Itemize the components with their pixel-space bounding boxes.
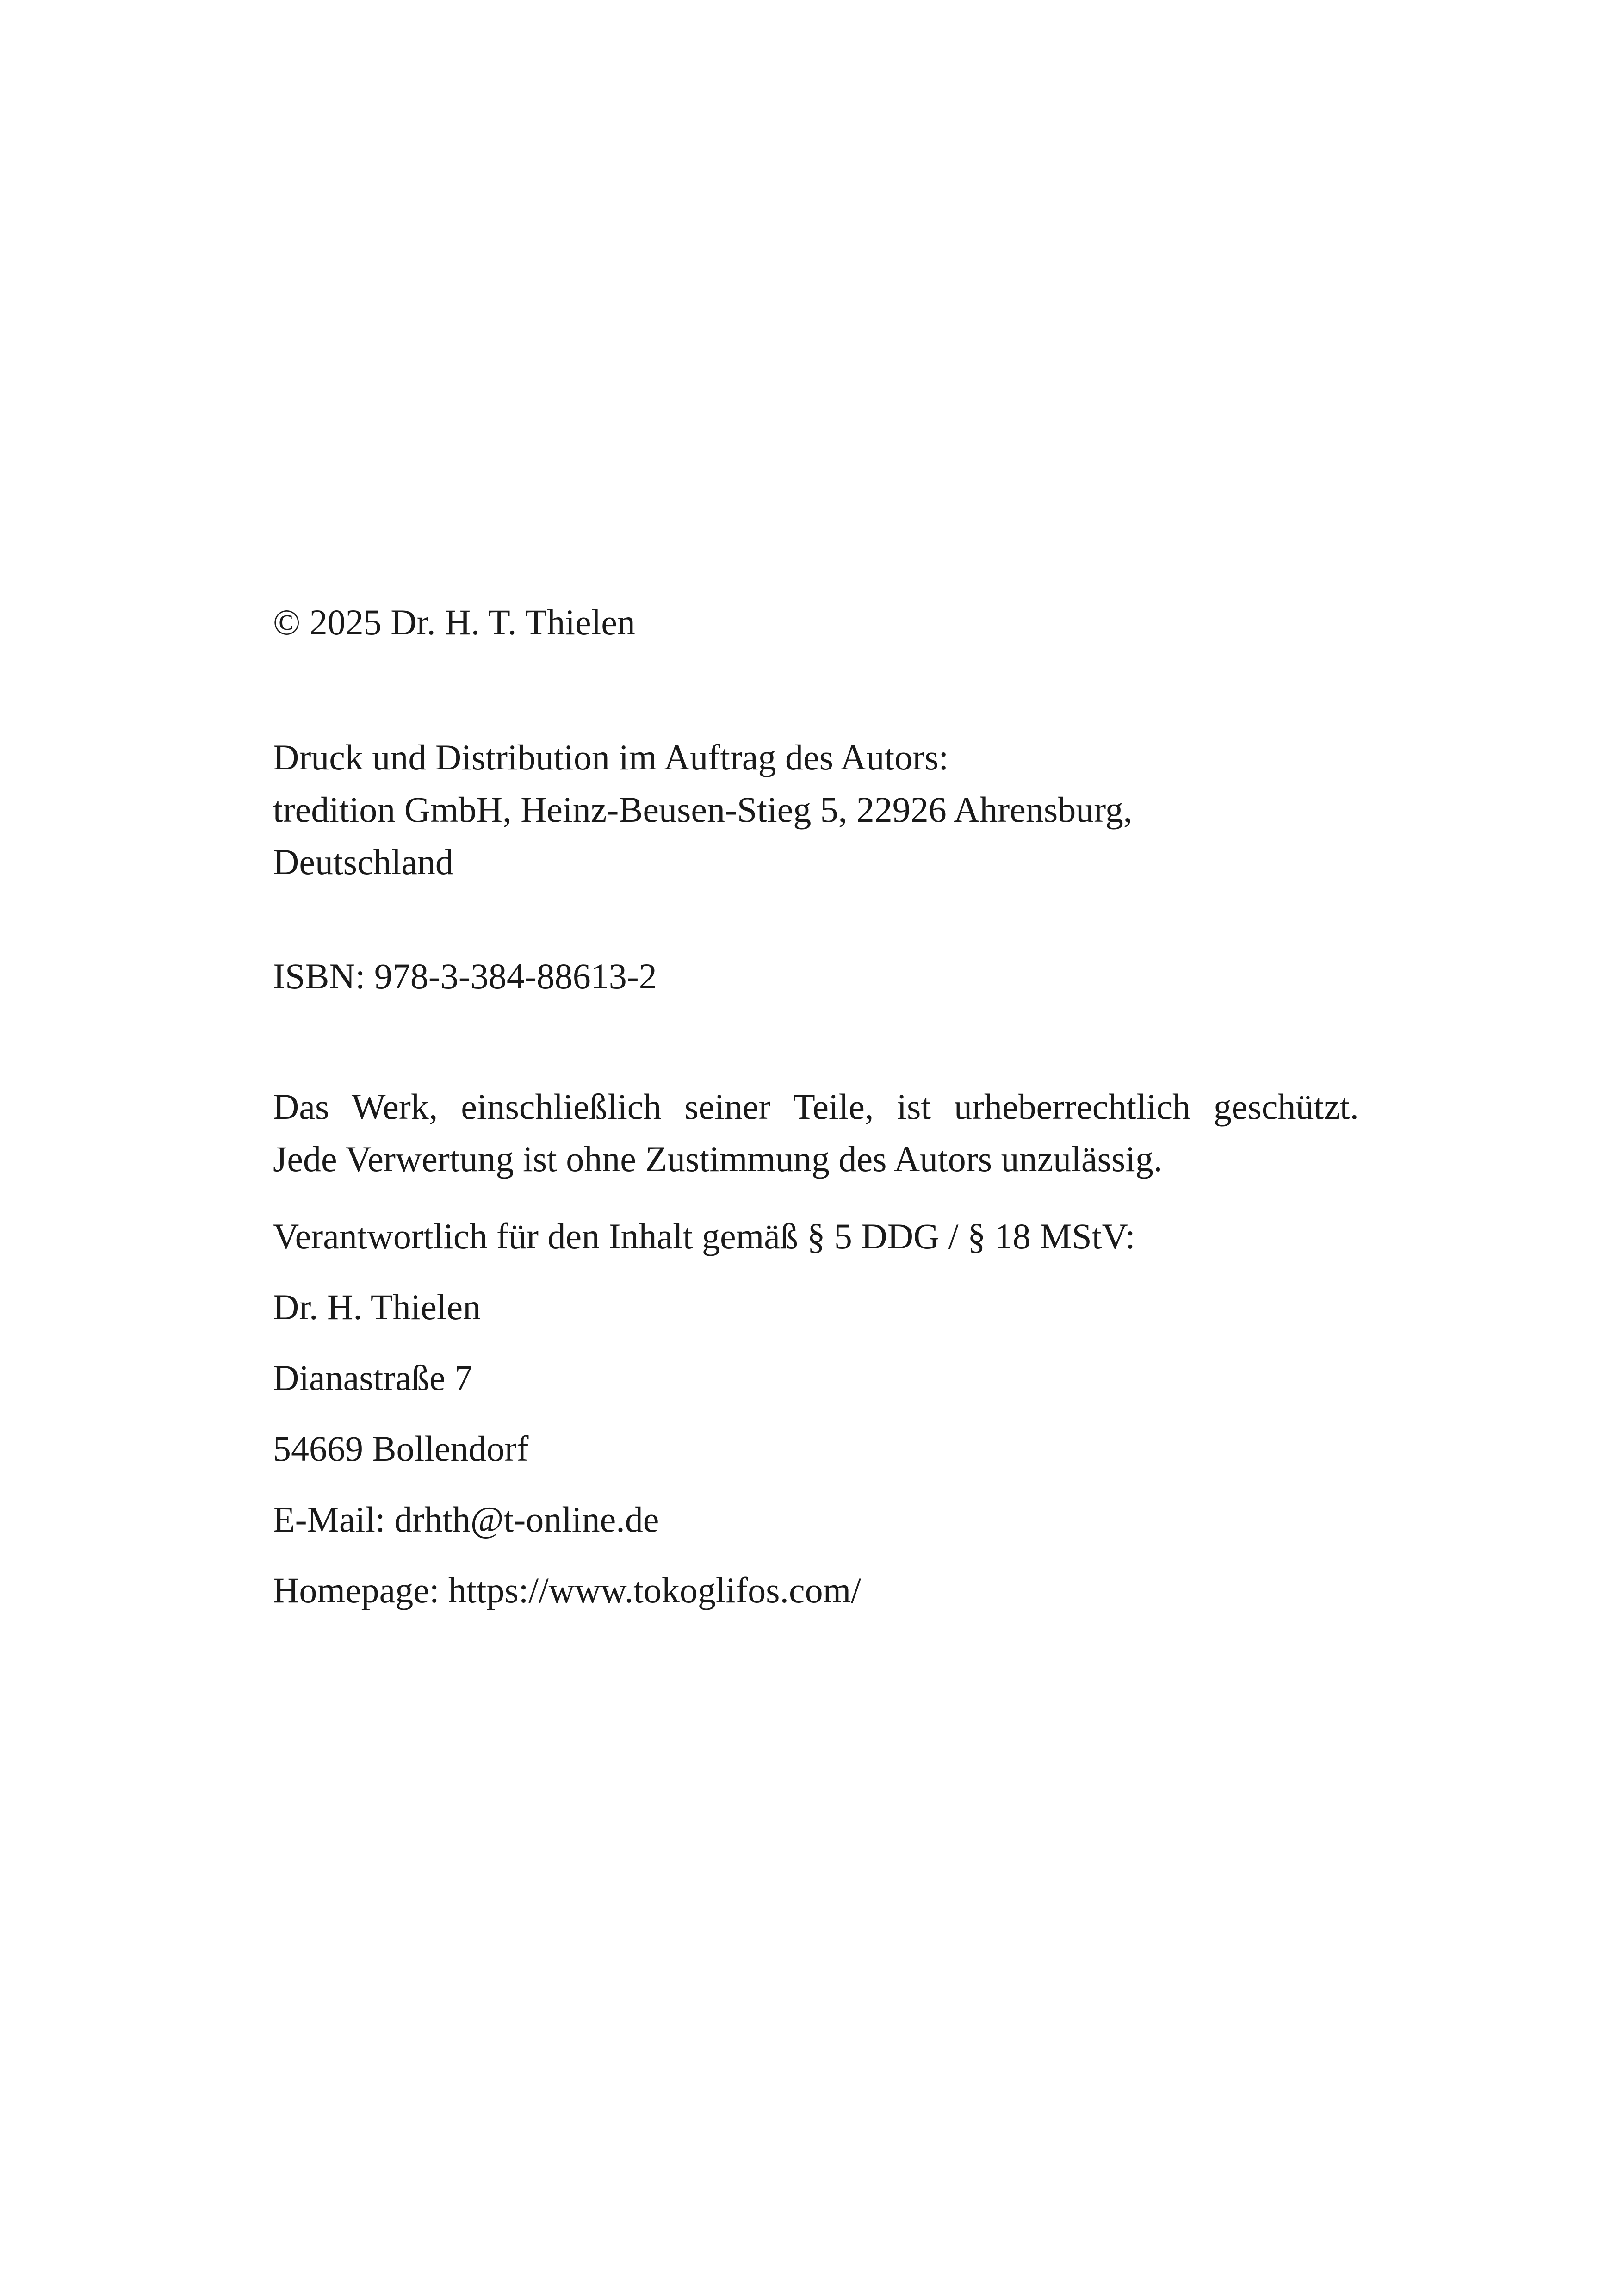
contact-email: E-Mail: drhth@t-online.de <box>273 1499 659 1540</box>
contact-block <box>273 1210 1359 1635</box>
copyright-notice <box>273 596 1359 648</box>
printer-block <box>273 731 1359 888</box>
isbn-line: ISBN: 978-3-384-88613-2 <box>273 956 657 996</box>
printer-line-3: Deutschland <box>273 842 453 882</box>
contact-homepage: Homepage: https://www.tokoglifos.com/ <box>273 1570 861 1611</box>
rights-line-1: Das Werk, einschließlich seiner Teile, ist urheberrechtlich geschützt. <box>273 1086 1359 1127</box>
contact-name: Dr. H. Thielen <box>273 1287 481 1328</box>
contact-city: 54669 Bollendorf <box>273 1428 529 1469</box>
responsible-line: Verantwortlich für den Inhalt gemäß § 5 DDG / § 18 MStV: <box>273 1216 1135 1256</box>
contact-street: Dianastraße 7 <box>273 1358 472 1398</box>
rights-block <box>273 1080 1359 1185</box>
printer-line-2: tredition GmbH, Heinz-Beusen-Stieg 5, 22926 Ahrensburg, <box>273 789 1133 830</box>
printer-line-1: Druck und Distribution im Auftrag des Autors: <box>273 737 949 777</box>
rights-line-2: Jede Verwertung ist ohne Zustimmung des Autors unzulässig. <box>273 1139 1163 1179</box>
copyright-line: © 2025 Dr. H. T. Thielen <box>273 602 635 642</box>
isbn-block <box>273 950 1359 1002</box>
